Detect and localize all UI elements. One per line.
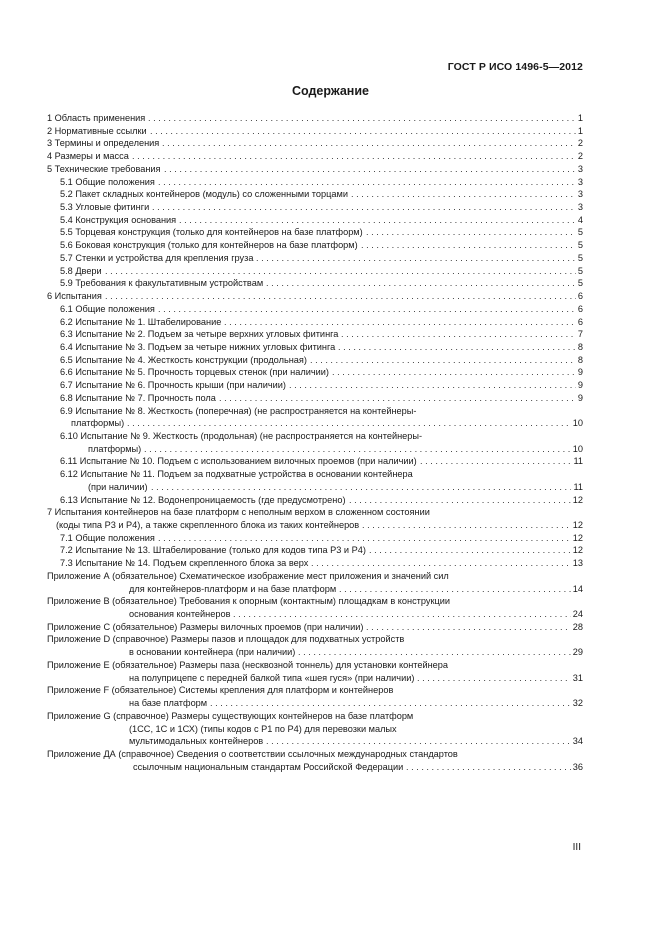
toc-leader-dots <box>332 366 576 379</box>
toc-entry-text: основания контейнеров <box>129 609 231 620</box>
toc-leader-dots <box>158 303 576 316</box>
toc-entry-page: 11 <box>573 481 583 492</box>
toc-entry[interactable] <box>47 443 583 456</box>
toc-entry-page: 12 <box>572 520 583 530</box>
toc-leader-dots <box>338 341 576 354</box>
toc-entry-text: 5.6 Боковая конструкция (только для контейнеров на базе платформ) <box>60 240 358 251</box>
toc-entry-text: 7.3 Испытание № 14. Подъем скрепленного блока за верх <box>60 558 309 569</box>
toc-entry[interactable] <box>47 557 583 570</box>
toc-entry[interactable] <box>47 366 583 379</box>
toc-entry-text: 5.5 Торцевая конструкция (только для контейнеров на базе платформ) <box>60 227 363 238</box>
toc-entry[interactable] <box>47 392 583 405</box>
toc-entry-text: 6.5 Испытание № 4. Жесткость конструкции (продольная) <box>60 354 307 365</box>
toc-leader-dots <box>151 481 571 494</box>
toc-entry-text: 5.2 Пакет складных контейнеров (модуль) со сложенными торцами <box>60 189 348 200</box>
toc-entry-text: 6.12 Испытание № 11. Подъем за подхватные устройства в основании контейнера <box>60 469 413 480</box>
toc-entry-text: Приложение В (обязательное) Требования к опорным (контактным) площадкам в конструкции <box>47 596 451 607</box>
toc-entry-text: Приложение D (справочное) Размеры пазов и площадок для подхватных устройств <box>47 634 405 645</box>
toc-entry-text: в основании контейнера (при наличии) <box>129 647 296 658</box>
toc-leader-dots <box>366 621 571 634</box>
toc-entry-text: 3 Термины и определения <box>47 138 160 149</box>
toc-entry[interactable] <box>47 646 583 659</box>
toc-leader-dots <box>219 392 576 405</box>
toc-entry-text: 6.3 Испытание № 2. Подъем за четыре верхних угловых фитинга <box>60 329 339 340</box>
toc-entry[interactable] <box>47 532 583 545</box>
toc-leader-dots <box>266 277 576 290</box>
toc-entry-page: 2 <box>577 138 583 149</box>
toc-entry-text: ссылочным национальным стандартам Российской Федерации <box>133 761 404 772</box>
toc-entry-page: 11 <box>573 456 583 467</box>
toc-entry-text: 5.9 Требования к факультативным устройствам <box>60 278 264 289</box>
toc-entry[interactable] <box>47 290 583 303</box>
toc-entry-text: Приложение F (обязательное) Системы крепления для платформ и контейнеров <box>47 685 394 696</box>
toc-entry[interactable] <box>47 481 583 494</box>
toc-entry[interactable] <box>47 341 583 354</box>
toc-entry-text: на полуприцепе с передней балкой типа «шея гуся» (при наличии) <box>129 672 415 683</box>
toc-entry[interactable] <box>47 468 583 481</box>
toc-entry-text: 6.4 Испытание № 3. Подъем за четыре нижних угловых фитинга <box>60 341 336 352</box>
toc-entry-page: 6 <box>577 303 583 314</box>
toc-entry[interactable] <box>47 519 583 532</box>
toc-title: Содержание <box>291 84 369 98</box>
toc-entry-text: 1 Область применения <box>47 113 146 123</box>
toc-entry-page: 3 <box>577 163 583 174</box>
toc-leader-dots <box>351 188 576 201</box>
toc-leader-dots <box>105 265 576 278</box>
toc-leader-dots <box>369 544 571 557</box>
toc-entry-text: 6.7 Испытание № 6. Прочность крыши (при наличии) <box>60 380 286 391</box>
toc-entry[interactable] <box>47 125 583 138</box>
toc-entry[interactable] <box>47 735 583 748</box>
toc-entry[interactable] <box>47 430 583 443</box>
toc-entry-text: платформы) <box>88 443 142 454</box>
toc-entry[interactable] <box>47 748 583 761</box>
toc-entry-page: 13 <box>572 558 583 569</box>
toc-entry-text: 6.6 Испытание № 5. Прочность торцевых стенок (при наличии) <box>60 367 329 378</box>
toc-entry-page: 28 <box>572 621 583 632</box>
toc-entry-text: Приложение С (обязательное) Размеры вилочных проемов (при наличии) <box>47 621 364 632</box>
toc-leader-dots <box>289 379 576 392</box>
toc-entry-page: 10 <box>572 418 583 429</box>
toc-entry-text: 6.8 Испытание № 7. Прочность пола <box>60 392 216 403</box>
toc-entry[interactable] <box>47 595 583 608</box>
toc-leader-dots <box>361 239 576 252</box>
toc-entry-page: 4 <box>577 214 583 225</box>
toc-entry-text: 5.1 Общие положения <box>60 176 155 187</box>
toc-leader-dots <box>366 226 576 239</box>
toc-entry[interactable] <box>47 176 583 189</box>
toc-entry-page: 8 <box>577 354 583 365</box>
toc-entry-page: 5 <box>577 278 583 289</box>
toc-entry[interactable] <box>47 163 583 176</box>
toc-leader-dots <box>266 735 571 748</box>
toc-entry[interactable] <box>47 137 583 150</box>
toc-entry-text: 6.10 Испытание № 9. Жесткость (продольная) (не распространяется на контейнеры- <box>60 430 423 441</box>
toc-entry-text: 7.2 Испытание № 13. Штабелирование (только для кодов типа Р3 и Р4) <box>60 545 366 556</box>
toc-entry[interactable] <box>47 659 583 672</box>
toc-leader-dots <box>233 608 571 621</box>
toc-leader-dots <box>150 125 576 138</box>
toc-entry-text: (коды типа Р3 и Р4), а также скрепленного блока из таких контейнеров <box>56 520 360 530</box>
toc-leader-dots <box>105 290 576 303</box>
toc-entry-page: 24 <box>572 609 583 620</box>
toc-leader-dots <box>152 201 576 214</box>
toc-entry-text: 6.9 Испытание № 8. Жесткость (поперечная) (не распространяется на контейнеры- <box>60 405 417 416</box>
toc-entry[interactable] <box>47 112 583 125</box>
toc-entry-text: 5.3 Угловые фитинги <box>60 202 150 213</box>
toc-entry[interactable] <box>47 188 583 201</box>
toc-leader-dots <box>164 163 576 176</box>
toc-entry[interactable] <box>47 417 583 430</box>
toc-entry[interactable] <box>47 697 583 710</box>
toc-leader-dots <box>298 646 571 659</box>
toc-entry[interactable] <box>47 354 583 367</box>
table-of-contents <box>47 112 583 773</box>
toc-entry-text: 6.11 Испытание № 10. Подъем с использованием вилочных проемов (при наличии) <box>60 456 417 467</box>
toc-entry-page: 9 <box>577 380 583 391</box>
toc-entry[interactable] <box>47 201 583 214</box>
toc-entry-page: 34 <box>572 736 583 747</box>
toc-entry-page: 5 <box>577 252 583 263</box>
toc-entry-page: 29 <box>572 647 583 658</box>
toc-entry[interactable] <box>47 723 583 736</box>
toc-entry-text: на базе платформ <box>129 698 208 709</box>
toc-leader-dots <box>256 252 576 265</box>
toc-entry[interactable] <box>47 621 583 634</box>
toc-leader-dots <box>132 150 576 163</box>
toc-entry-page: 6 <box>577 291 583 302</box>
standard-code: ГОСТ Р ИСО 1496-5—2012 <box>447 61 583 73</box>
toc-leader-dots <box>158 176 576 189</box>
toc-entry[interactable] <box>47 150 583 163</box>
toc-entry-text: Приложение Е (обязательное) Размеры паза (несквозной тоннель) для установки контейнера <box>47 659 449 670</box>
toc-entry-page: 10 <box>572 443 583 454</box>
toc-entry-text: мультимодальных контейнеров <box>129 736 264 747</box>
toc-entry-text: 6 Испытания <box>47 291 102 302</box>
toc-entry-page: 3 <box>577 202 583 213</box>
toc-entry[interactable] <box>47 328 583 341</box>
toc-leader-dots <box>339 583 571 596</box>
toc-entry-page: 12 <box>572 532 583 543</box>
toc-leader-dots <box>310 354 576 367</box>
toc-entry[interactable] <box>47 303 583 316</box>
toc-entry-page: 1 <box>577 125 583 136</box>
toc-leader-dots <box>127 417 571 430</box>
toc-entry-page: 6 <box>577 316 583 327</box>
toc-entry[interactable] <box>47 710 583 723</box>
toc-entry[interactable] <box>47 455 583 468</box>
toc-entry-text: 7 Испытания контейнеров на базе платформ с неполным верхом в сложенном состоянии <box>47 507 430 518</box>
toc-entry-text: Приложение ДА (справочное) Сведения о соответствии ссылочных международных стандартов <box>47 748 458 759</box>
toc-entry-text: 4 Размеры и масса <box>47 151 129 162</box>
toc-entry-text: 7.1 Общие положения <box>60 532 155 543</box>
toc-entry-text: (при наличии) <box>88 481 148 492</box>
toc-leader-dots <box>420 455 571 468</box>
toc-entry-page: 2 <box>577 151 583 162</box>
toc-leader-dots <box>349 494 571 507</box>
toc-leader-dots <box>417 672 571 685</box>
toc-entry-text: 2 Нормативные ссылки <box>47 125 147 136</box>
toc-entry[interactable] <box>47 214 583 227</box>
toc-entry-text: 5 Технические требования <box>47 163 161 174</box>
toc-entry-text: 5.4 Конструкция основания <box>60 214 177 225</box>
toc-entry-page: 14 <box>572 583 583 594</box>
toc-entry[interactable] <box>47 633 583 646</box>
toc-leader-dots <box>311 557 571 570</box>
toc-entry[interactable] <box>47 583 583 596</box>
toc-leader-dots <box>179 214 576 227</box>
toc-entry[interactable] <box>47 265 583 278</box>
toc-entry[interactable] <box>47 761 583 774</box>
toc-entry-page: 3 <box>577 176 583 187</box>
toc-entry-page: 31 <box>572 672 583 683</box>
toc-entry[interactable] <box>47 277 583 290</box>
toc-entry[interactable] <box>47 316 583 329</box>
toc-entry[interactable] <box>47 252 583 265</box>
toc-entry-page: 8 <box>577 341 583 352</box>
toc-leader-dots <box>158 532 571 545</box>
toc-leader-dots <box>210 697 571 710</box>
toc-entry-page: 5 <box>577 240 583 251</box>
toc-entry-page: 3 <box>577 189 583 200</box>
toc-entry[interactable] <box>47 494 583 507</box>
toc-entry-text: Приложение G (справочное) Размеры существующих контейнеров на базе платформ <box>47 710 414 721</box>
toc-entry-page: 1 <box>577 113 583 123</box>
toc-entry[interactable] <box>47 544 583 557</box>
toc-entry-text: (1СС, 1С и 1СХ) (типы кодов с Р1 по Р4) для перевозки малых <box>129 723 397 734</box>
toc-entry-text: платформы) <box>71 418 125 429</box>
toc-entry[interactable] <box>47 570 583 583</box>
toc-entry-page: 32 <box>572 698 583 709</box>
toc-entry[interactable] <box>47 684 583 697</box>
toc-entry[interactable] <box>47 226 583 239</box>
toc-entry-page: 9 <box>577 392 583 403</box>
toc-entry-page: 7 <box>577 329 583 340</box>
toc-leader-dots <box>341 328 576 341</box>
toc-entry-page: 9 <box>577 367 583 378</box>
toc-entry-text: 6.13 Испытание № 12. Водонепроницаемость (где предусмотрено) <box>60 494 346 505</box>
toc-entry-text: 5.7 Стенки и устройства для крепления груза <box>60 252 254 263</box>
toc-entry-page: 12 <box>572 545 583 556</box>
toc-entry-page: 12 <box>572 494 583 505</box>
toc-leader-dots <box>148 112 576 125</box>
toc-entry[interactable] <box>47 379 583 392</box>
toc-entry-page: 5 <box>577 265 583 276</box>
toc-entry[interactable] <box>47 506 583 519</box>
toc-entry[interactable] <box>47 672 583 685</box>
toc-leader-dots <box>224 316 576 329</box>
toc-entry-page: 36 <box>572 761 583 772</box>
toc-entry-text: 5.8 Двери <box>60 265 102 276</box>
toc-leader-dots <box>144 443 571 456</box>
toc-entry-text: Приложение А (обязательное) Схематическое изображение мест приложения и значений сил <box>47 570 449 581</box>
page-number: III <box>572 842 581 853</box>
toc-entry-text: 6.2 Испытание № 1. Штабелирование <box>60 316 222 327</box>
toc-leader-dots <box>162 137 576 150</box>
toc-entry[interactable] <box>47 405 583 418</box>
toc-entry[interactable] <box>47 608 583 621</box>
toc-entry-text: для контейнеров-платформ и на базе платформ <box>129 583 337 594</box>
toc-entry-text: 6.1 Общие положения <box>60 303 155 314</box>
toc-entry-page: 5 <box>577 227 583 238</box>
toc-leader-dots <box>406 761 571 774</box>
toc-leader-dots <box>362 519 571 532</box>
toc-entry[interactable] <box>47 239 583 252</box>
